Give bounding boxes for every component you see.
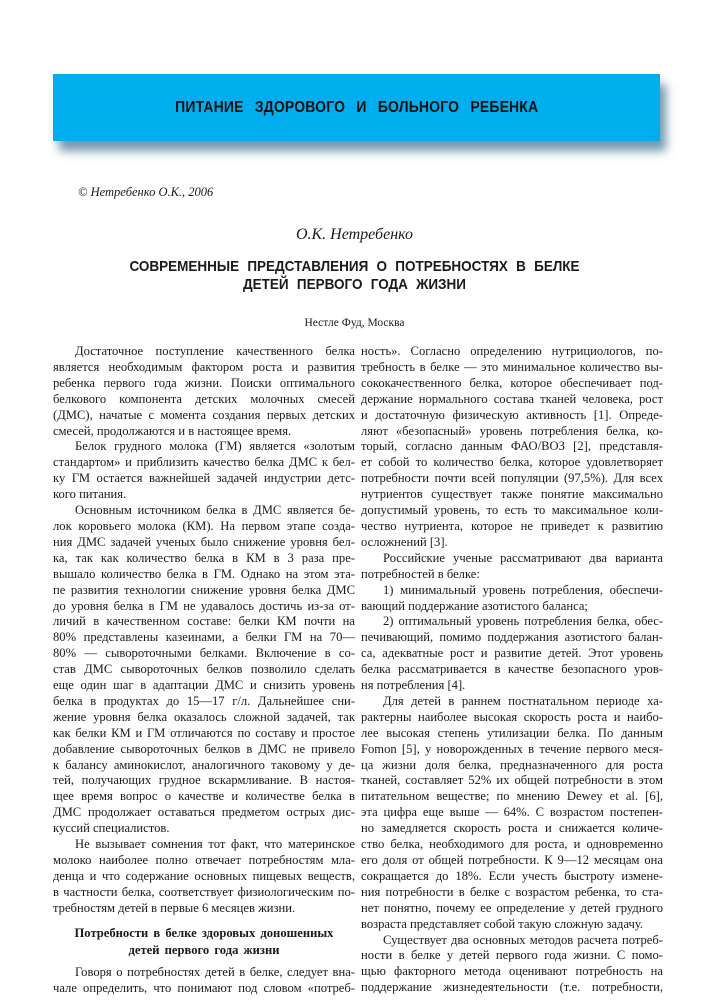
journal-section-title: ПИТАНИЕ ЗДОРОВОГО И БОЛЬНОГО РЕБЕНКА	[174, 98, 539, 116]
text-line: чале определить, что понимают под словом «потреб-	[53, 980, 355, 995]
text-line: питательном веществе; по мнению Dewey et al. [6],	[361, 789, 663, 804]
text-line: пе развития технологии снижение уровня белка ДМС	[53, 582, 355, 597]
text-line: денца и что содержание основных пищевых веществ,	[53, 868, 355, 883]
text-line: ности в белке у детей первого года жизни. С помо-	[361, 948, 663, 963]
article-title	[0, 258, 709, 294]
paragraph	[53, 503, 355, 837]
text-line: еще один шаг в адаптации ДМС и снизить уровень	[53, 678, 355, 693]
text-line: является необходимым фактором роста и развития	[53, 359, 355, 374]
text-line: требность в белке — это минимальное количество вы-	[361, 359, 663, 374]
text-line: 2) оптимальный уровень потребления белка, обес-	[383, 614, 663, 629]
text-line: 80% представлены казеинами, а белки ГМ на 70—	[53, 630, 355, 645]
paragraph	[361, 694, 663, 933]
text-line: но замедляется скорость роста и снижается количе-	[361, 821, 663, 836]
text-line: лок коровьего молока (КМ). На первом этапе созда-	[53, 518, 355, 533]
text-line: Для детей в раннем постнатальном периоде ха-	[383, 693, 663, 708]
text-line: и достаточную физическую активность [1]. Опреде-	[361, 407, 663, 422]
text-line: требностям детей в первые 6 месяцев жизни.	[53, 900, 296, 915]
text-line: став ДМС сывороточных белков позволило сделать	[53, 662, 355, 677]
text-line: эта цифра еще выше — 64%. С возрастом постепен-	[361, 805, 663, 820]
text-line: сококачественного белка, которое обеспечивает под-	[361, 375, 663, 390]
text-line: ка, так как количество белка в КМ в 3 раза пре-	[53, 550, 355, 565]
text-line: рактерны наиболее высокая скорость роста и наибо-	[361, 709, 663, 724]
text-line: торый, согласно данным ФАО/ВОЗ [2], представля-	[361, 439, 663, 454]
text-line: держание нормального состава тканей человека, рост	[361, 391, 663, 406]
text-line: Достаточное поступление качественного белка	[75, 344, 355, 358]
section-heading-line: Потребности в белке здоровых доношенных	[74, 925, 334, 940]
text-line: Основным источником белка в ДМС является бе-	[75, 503, 355, 518]
text-line: возраста представляет собой такую сложную задачу.	[361, 916, 644, 931]
text-line: печивающий, помимо поддержания азотистого балан-	[361, 630, 663, 645]
text-line: сокращается до 18%. Если учесть быстроту измене-	[361, 868, 663, 883]
text-line: смесей, продолжаются и в настоящее время.	[53, 423, 292, 438]
text-line: чество нутриента, которое не приведет к развитию	[361, 518, 663, 533]
text-line: Белок грудного молока (ГМ) является «золотым	[75, 439, 355, 454]
text-line: добавление сывороточных белков в ДМС не привело	[53, 741, 355, 756]
text-line: (ДМС), начатые с момента создания первых детских	[53, 407, 355, 422]
text-line: щее время вопрос о качестве и количестве белка в	[53, 789, 355, 804]
text-line: личий в качественном составе: белки КМ почти на	[53, 614, 355, 629]
text-line: нутриентов существует также понятие максимально	[361, 487, 663, 502]
text-line: ность». Согласно определению нутрициологов, по-	[361, 344, 663, 358]
text-line: в частности белка, соответствует физиологическим по-	[53, 884, 355, 899]
paragraph	[361, 551, 663, 583]
text-line: его доля от общей потребности. К 9—12 месяцам она	[361, 853, 663, 867]
text-line: куссий специалистов.	[53, 821, 170, 836]
affiliation: Нестле Фуд, Москва	[304, 317, 405, 329]
text-line: ца жизни доля белка, предназначенного для роста	[361, 757, 663, 772]
paragraph	[361, 933, 663, 997]
text-line: ния ДМС задачей ученых было снижение уровня бел-	[53, 534, 355, 549]
text-line: осложнений [3].	[361, 534, 448, 549]
section-heading	[53, 925, 355, 959]
paragraph	[361, 614, 663, 694]
text-line: жение уровня белка оказалось сложной задачей, так	[53, 709, 355, 724]
text-line: молоко наиболее полно отвечает потребностям мла-	[53, 853, 355, 867]
text-line: ня потребления [4].	[361, 678, 466, 693]
copyright: © Нетребенко О.К., 2006	[78, 185, 214, 199]
paragraph	[361, 583, 663, 615]
journal-section-banner	[53, 74, 660, 141]
text-line: ния потребности в белке с возрастом ребенка, то ста-	[361, 884, 663, 899]
text-line: до уровня белка в ГМ не удавалось достичь из-за от-	[53, 598, 355, 613]
text-line: са, адекватные рост и развитие детей. Этот уровень	[361, 646, 663, 661]
paragraph	[53, 837, 355, 917]
text-line: как белки КМ и ГМ отличаются по составу и простое	[53, 725, 355, 740]
text-line: Fomon [5], у новорожденных в течение первого меся-	[361, 741, 663, 756]
article-title-line: СОВРЕМЕННЫЕ ПРЕДСТАВЛЕНИЯ О ПОТРЕБНОСТЯХ В БЕЛКЕ	[129, 258, 580, 275]
paragraph	[53, 344, 355, 439]
text-line: белка рассматривается в качестве безопасного уров-	[361, 662, 663, 677]
author: О.К. Нетребенко	[295, 226, 414, 243]
text-line: Существует два основных методов расчета потреб-	[383, 932, 663, 947]
text-line: тей, получающих грудное вскармливание. В настоя-	[53, 773, 355, 788]
text-line: допустимый уровень, то есть то максимальное коли-	[361, 503, 663, 518]
paragraph	[53, 439, 355, 503]
text-line: Российские ученые рассматривают два варианта	[383, 550, 663, 565]
text-line: вающий поддержание азотистого баланса;	[361, 598, 588, 613]
text-line: тканей, составляет 52% их общей потребности в этом	[361, 773, 663, 788]
paragraph	[361, 344, 663, 551]
text-line: кого питания.	[53, 487, 127, 502]
paragraph	[53, 965, 355, 997]
text-line: вышало количество белка в ГМ. Однако на этом эта-	[53, 566, 355, 581]
text-line: ляют «безопасный» уровень потребления белка, ко-	[361, 423, 663, 438]
left-column	[53, 344, 355, 996]
text-line: ку ГМ остается важнейшей задачей индустрии детс-	[53, 471, 355, 486]
text-line: Говоря о потребностях детей в белке, следует вна-	[75, 964, 355, 979]
text-line: ет собой то количество белка, которое удовлетворяет	[361, 455, 663, 470]
text-line: ребенка первого года жизни. Поиски оптимального	[53, 375, 355, 390]
section-heading-line: детей первого года жизни	[128, 942, 280, 957]
text-line: ство белка, необходимого для роста, и одновременно	[361, 837, 663, 852]
text-line: ДМС продолжает оставаться предметом острых дис-	[53, 805, 355, 820]
text-line: щью факторного метода оценивают потребность на	[361, 964, 663, 979]
text-line: нет понятно, почему ее определение у детей грудного	[361, 900, 663, 915]
text-line: стандартом» и приблизить качество белка ДМС к бел-	[53, 455, 355, 470]
right-column	[361, 344, 663, 996]
article-title-line: ДЕТЕЙ ПЕРВОГО ГОДА ЖИЗНИ	[243, 276, 466, 293]
text-line: белкового компонента детских молочных смесей	[53, 391, 355, 406]
text-line: поддержание жизнедеятельности (т.е. потребности,	[361, 980, 663, 995]
text-line: к балансу аминокислот, аналогичного таковому у де-	[53, 757, 355, 772]
text-line: 80% — сывороточными белками. Включение в со-	[53, 646, 355, 661]
text-line: 1) минимальный уровень потребления, обеспечи-	[383, 582, 663, 597]
text-line: Не вызывает сомнения тот факт, что материнское	[75, 837, 355, 852]
text-line: лее высокая степень утилизации белка. По данным	[361, 725, 663, 740]
text-line: белка в продуктах до 15—17 г/л. Дальнейшее сни-	[53, 693, 355, 708]
text-line: потребностей в белке:	[361, 566, 480, 581]
text-line: потребности почти всей популяции (97,5%). Для всех	[361, 471, 663, 486]
